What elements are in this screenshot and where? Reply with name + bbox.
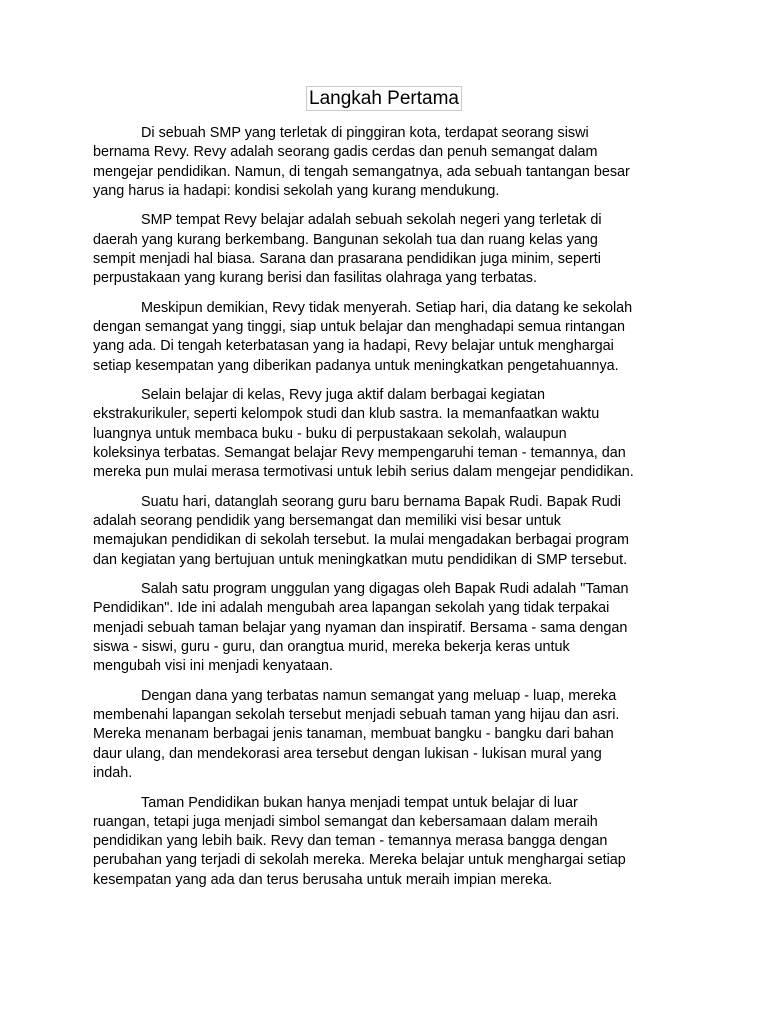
paragraph-line: SMP tempat Revy belajar adalah sebuah sekolah negeri yang terletak di — [141, 212, 602, 229]
paragraph-line: setiap kesempatan yang diberikan padanya untuk meningkatkan pengetahuannya. — [93, 357, 619, 374]
paragraph-line: Taman Pendidikan bukan hanya menjadi tempat untuk belajar di luar — [141, 794, 578, 811]
paragraph-line: Pendidikan". Ide ini adalah mengubah area lapangan sekolah yang tidak terpakai — [93, 600, 610, 617]
paragraph-line: mengejar pendidikan. Namun, di tengah semangatnya, ada sebuah tantangan besar — [93, 163, 630, 180]
paragraph-line: Mereka menanam berbagai jenis tanaman, membuat bangku - bangku dari bahan — [93, 726, 614, 743]
paragraph-line: bernama Revy. Revy adalah seorang gadis cerdas dan penuh semangat dalam — [93, 144, 598, 161]
paragraph-line: Meskipun demikian, Revy tidak menyerah. Setiap hari, dia datang ke sekolah — [141, 299, 633, 316]
paragraph-line: menjadi sebuah taman belajar yang nyaman dan inspiratif. Bersama - sama dengan — [93, 619, 628, 636]
paragraph — [93, 386, 675, 482]
paragraph-line: adalah seorang pendidik yang bersemangat dan memiliki visi besar untuk — [93, 513, 561, 530]
paragraph — [93, 211, 675, 288]
paragraph-line: yang ada. Di tengah keterbatasan yang ia hadapi, Revy belajar untuk menghargai — [93, 338, 614, 355]
paragraph-line: ruangan, tetapi juga menjadi simbol semangat dan kebersamaan dalam meraih — [93, 813, 598, 830]
paragraph-line: Di sebuah SMP yang terletak di pinggiran kota, terdapat seorang siswi — [141, 125, 589, 141]
paragraph-line: memajukan pendidikan di sekolah tersebut. Ia mulai mengadakan berbagai program — [93, 532, 629, 549]
paragraph-line: Dengan dana yang terbatas namun semangat yang meluap - luap, mereka — [141, 687, 617, 704]
paragraph — [93, 794, 675, 890]
title-wrapper — [0, 86, 768, 111]
paragraph-line: pendidikan yang lebih baik. Revy dan teman - temannya merasa bangga dengan — [93, 833, 608, 850]
paragraph-line: ekstrakurikuler, seperti kelompok studi dan klub sastra. Ia memanfaatkan waktu — [93, 406, 600, 423]
paragraph-line: siswa - siswi, guru - guru, dan orangtua murid, mereka bekerja keras untuk — [93, 639, 570, 656]
paragraph — [93, 124, 675, 201]
paragraph-line: Suatu hari, datanglah seorang guru baru bernama Bapak Rudi. Bapak Rudi — [141, 493, 622, 510]
paragraph-line: kesempatan yang ada dan terus berusaha untuk meraih impian mereka. — [93, 871, 553, 888]
paragraph-line: membenahi lapangan sekolah tersebut menjadi sebuah taman yang hijau dan asri. — [93, 707, 620, 724]
paragraph — [93, 299, 675, 376]
document-title[interactable]: Langkah Pertama — [306, 86, 462, 111]
paragraph-line: sempit menjadi hal biasa. Sarana dan prasarana pendidikan juga minim, seperti — [93, 250, 601, 267]
paragraph-line: daur ulang, dan mendekorasi area tersebut dengan lukisan - lukisan mural yang — [93, 745, 602, 762]
paragraph-line: mereka pun mulai merasa termotivasi untuk lebih serius dalam mengejar pendidikan. — [93, 464, 634, 481]
paragraph-line: indah. — [93, 765, 133, 782]
paragraph-line: yang harus ia hadapi: kondisi sekolah yang kurang mendukung. — [93, 182, 500, 199]
paragraph-line: perpustakaan yang kurang berisi dan fasilitas olahraga yang terbatas. — [93, 270, 537, 287]
paragraph-line: mengubah visi ini menjadi kenyataan. — [93, 658, 333, 675]
document-body — [93, 124, 675, 900]
paragraph-line: luangnya untuk membaca buku - buku di perpustakaan sekolah, walaupun — [93, 425, 567, 442]
paragraph — [93, 580, 675, 676]
paragraph-line: dan kegiatan yang bertujuan untuk meningkatkan mutu pendidikan di SMP tersebut. — [93, 551, 628, 568]
paragraph-line: dengan semangat yang tinggi, siap untuk belajar dan menghadapi semua rintangan — [93, 319, 626, 336]
paragraph-line: koleksinya terbatas. Semangat belajar Revy mempengaruhi teman - temannya, dan — [93, 445, 626, 462]
paragraph-line: Selain belajar di kelas, Revy juga aktif dalam berbagai kegiatan — [141, 387, 545, 404]
paragraph — [93, 687, 675, 783]
paragraph — [93, 493, 675, 570]
paragraph-line: Salah satu program unggulan yang digagas oleh Bapak Rudi adalah "Taman — [141, 581, 629, 598]
paragraph-line: perubahan yang terjadi di sekolah mereka. Mereka belajar untuk menghargai setiap — [93, 852, 626, 869]
paragraph-line: daerah yang kurang berkembang. Bangunan sekolah tua dan ruang kelas yang — [93, 231, 598, 248]
